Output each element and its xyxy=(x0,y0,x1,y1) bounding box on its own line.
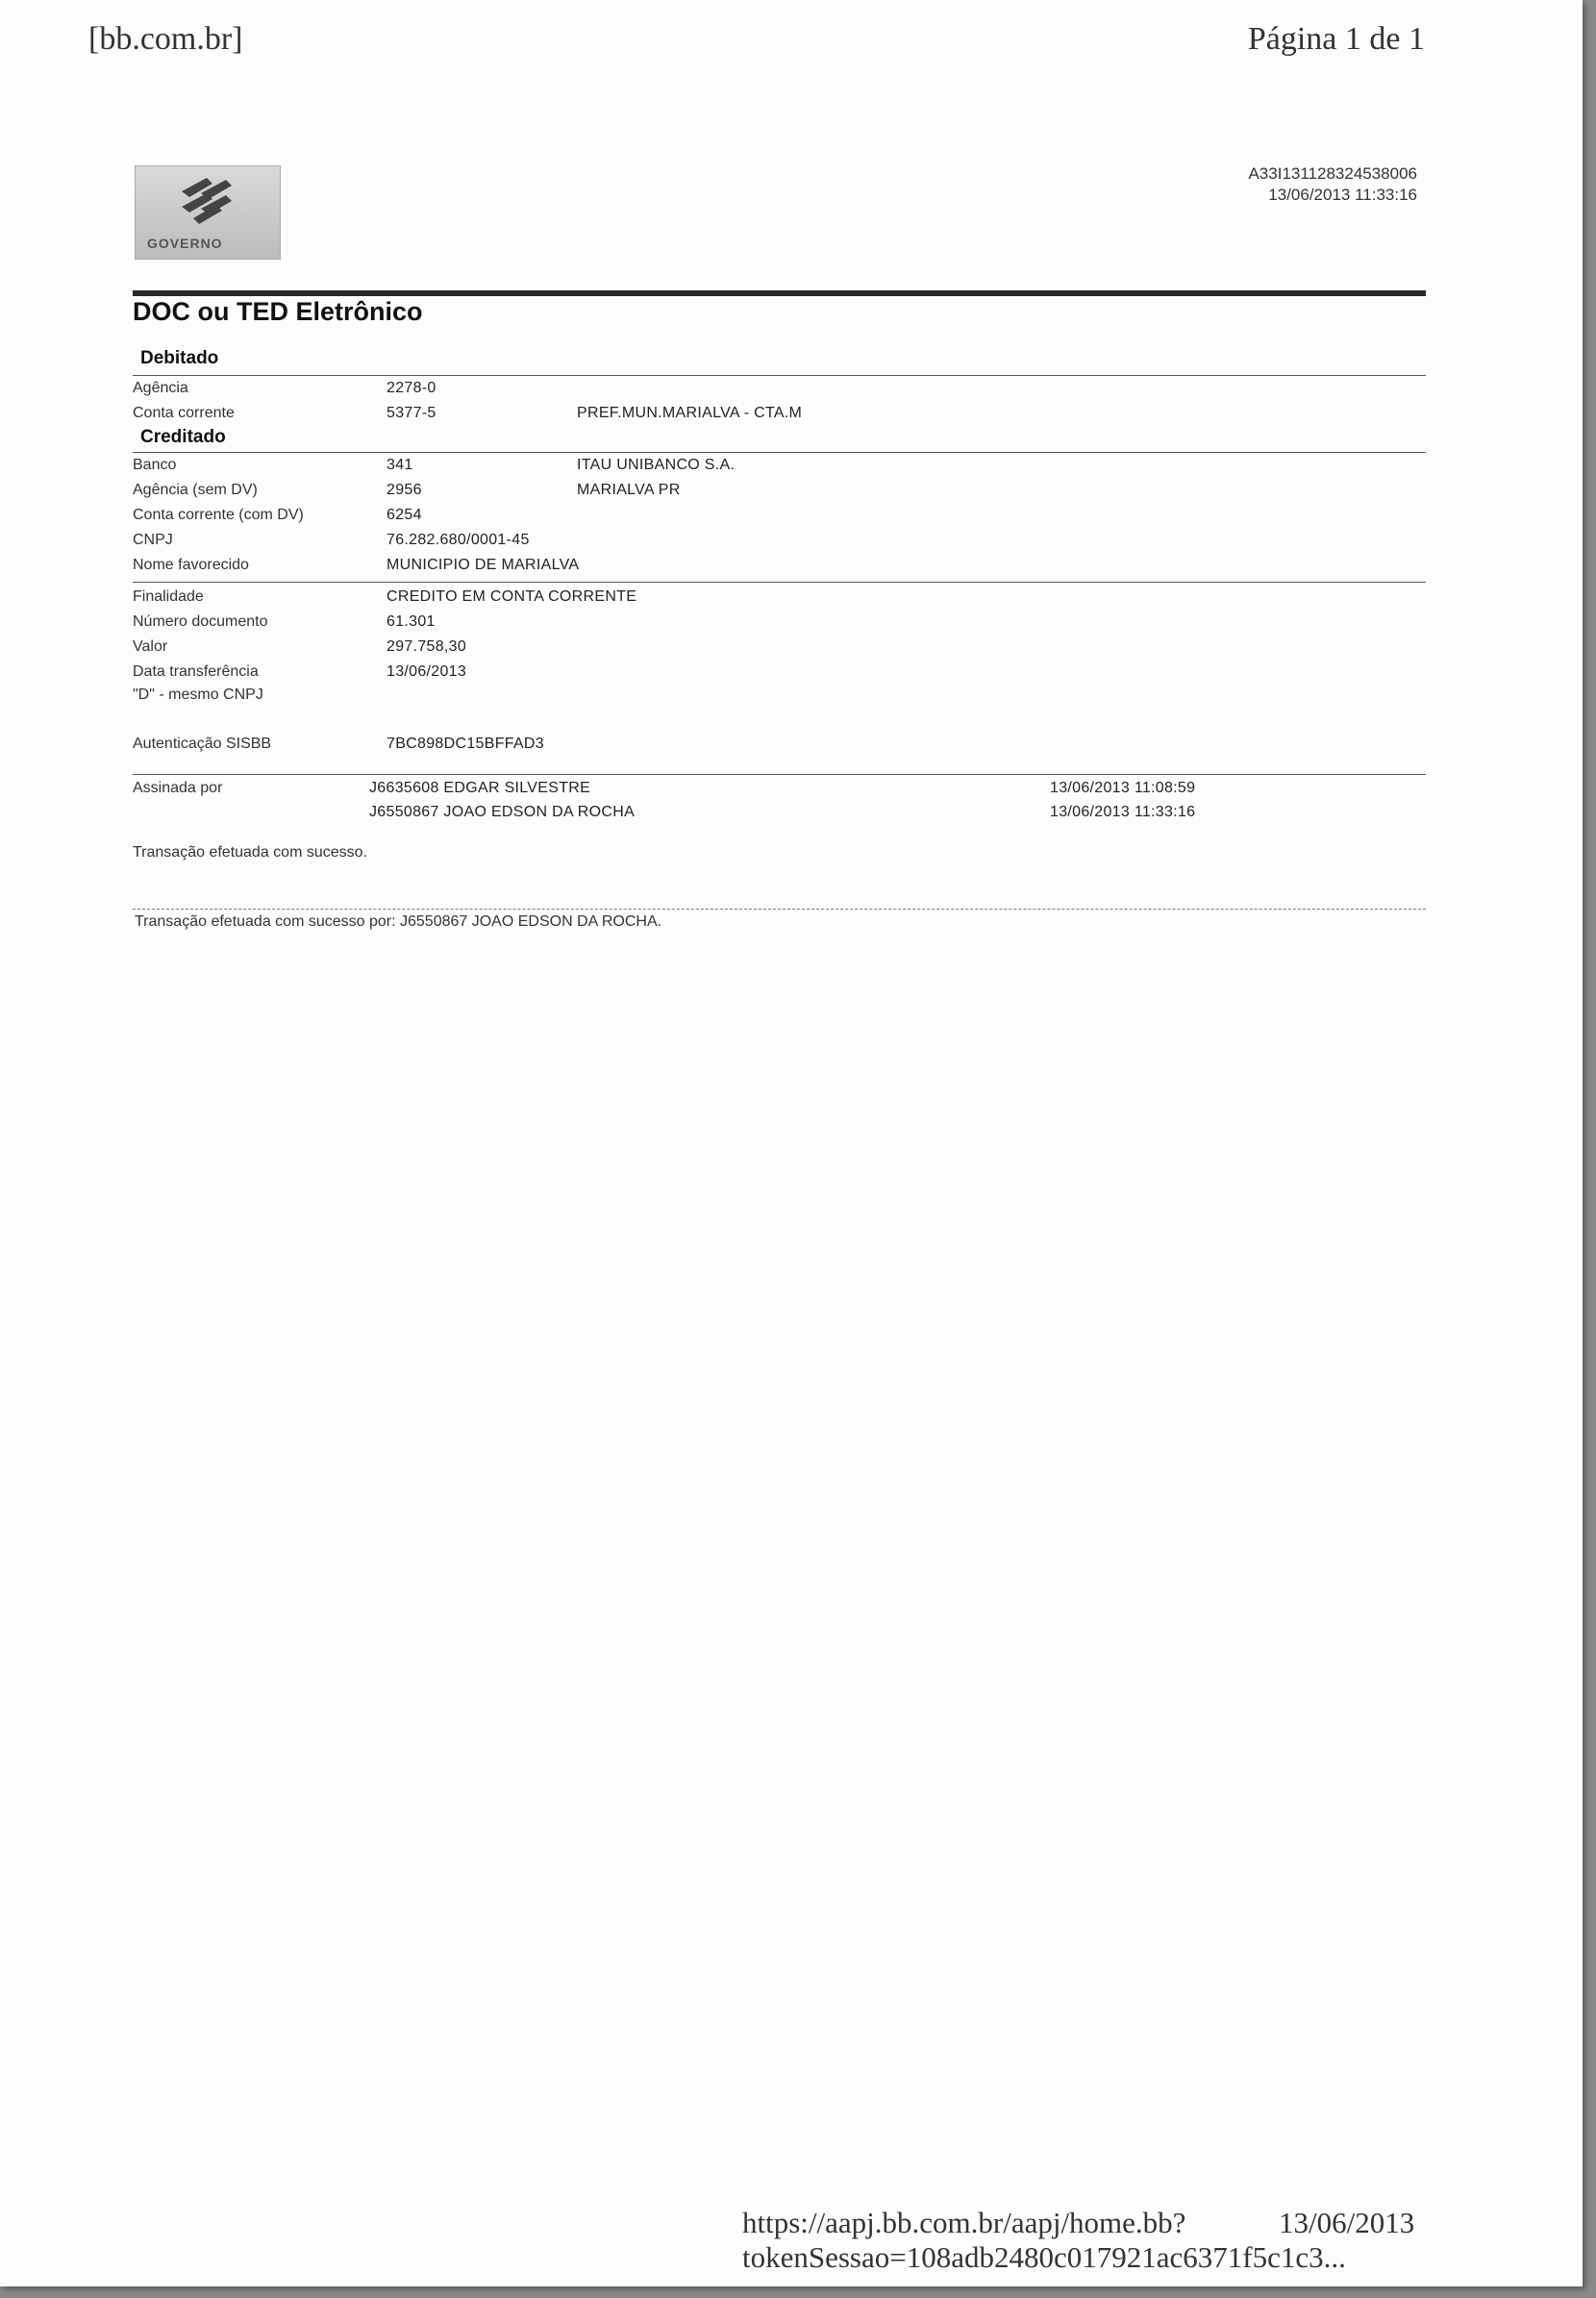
divider xyxy=(133,582,1426,583)
signer-name: J6635608 EDGAR SILVESTRE xyxy=(369,780,591,796)
value-conta-titular: PREF.MUN.MARIALVA - CTA.M xyxy=(577,405,803,421)
signer-datetime: 13/06/2013 11:08:59 xyxy=(1050,780,1196,796)
bank-logo-icon xyxy=(172,174,241,228)
status-message: Transação efetuada com sucesso. xyxy=(133,844,367,861)
footer-message: Transação efetuada com sucesso por: J6550867 JOAO EDSON DA ROCHA. xyxy=(135,913,662,930)
label-banco: Banco xyxy=(133,457,177,473)
section-debitado: Debitado xyxy=(140,348,219,368)
value-autenticacao: 7BC898DC15BFFAD3 xyxy=(387,736,544,752)
label-conta: Conta corrente xyxy=(133,405,235,421)
divider xyxy=(133,452,1426,453)
divider xyxy=(133,909,1426,910)
value-banco-nome: ITAU UNIBANCO S.A. xyxy=(577,457,736,473)
value-finalidade: CREDITO EM CONTA CORRENTE xyxy=(387,588,637,605)
value-agencia: 2278-0 xyxy=(387,380,436,396)
section-creditado: Creditado xyxy=(140,427,226,447)
value-conta-com-dv: 6254 xyxy=(387,507,422,523)
logo-caption: GOVERNO xyxy=(147,236,223,251)
label-valor: Valor xyxy=(133,638,168,655)
label-agencia-sem-dv: Agência (sem DV) xyxy=(133,482,258,498)
label-autenticacao: Autenticação SISBB xyxy=(133,736,272,752)
page-footer-date: 13/06/2013 xyxy=(1279,2206,1415,2239)
page-number: Página 1 de 1 xyxy=(1247,21,1425,57)
label-assinada-por: Assinada por xyxy=(133,780,223,796)
title-rule xyxy=(133,290,1426,296)
label-agencia: Agência xyxy=(133,380,188,396)
label-cnpj: CNPJ xyxy=(133,532,173,548)
page-footer-url: https://aapj.bb.com.br/aapj/home.bb?tokenSessao=108adb2480c017921ac6371f5c1c3... xyxy=(742,2206,1346,2274)
value-valor: 297.758,30 xyxy=(387,638,467,655)
bank-logo xyxy=(135,165,281,260)
label-mesmo-cnpj: "D" - mesmo CNPJ xyxy=(133,687,263,703)
reference-code: A33I131128324538006 xyxy=(1248,164,1417,183)
divider xyxy=(133,375,1426,376)
value-conta: 5377-5 xyxy=(387,405,436,421)
value-banco: 341 xyxy=(387,457,413,473)
reference-datetime: 13/06/2013 11:33:16 xyxy=(1268,186,1417,204)
value-agencia-cidade: MARIALVA PR xyxy=(577,482,681,498)
value-cnpj: 76.282.680/0001-45 xyxy=(387,532,530,548)
label-data-transferencia: Data transferência xyxy=(133,663,259,680)
value-agencia-sem-dv: 2956 xyxy=(387,482,422,498)
value-numero-documento: 61.301 xyxy=(387,613,436,630)
value-data-transferencia: 13/06/2013 xyxy=(387,663,467,680)
reference-block xyxy=(1248,163,1417,206)
divider xyxy=(133,774,1426,775)
site-header: [bb.com.br] xyxy=(88,21,243,57)
signer-name: J6550867 JOAO EDSON DA ROCHA xyxy=(369,804,636,820)
page-title: DOC ou TED Eletrônico xyxy=(133,297,423,326)
value-favorecido: MUNICIPIO DE MARIALVA xyxy=(387,557,580,573)
label-conta-com-dv: Conta corrente (com DV) xyxy=(133,507,304,523)
label-finalidade: Finalidade xyxy=(133,588,204,605)
label-favorecido: Nome favorecido xyxy=(133,557,249,573)
signer-datetime: 13/06/2013 11:33:16 xyxy=(1050,804,1196,820)
label-numero-documento: Número documento xyxy=(133,613,268,630)
